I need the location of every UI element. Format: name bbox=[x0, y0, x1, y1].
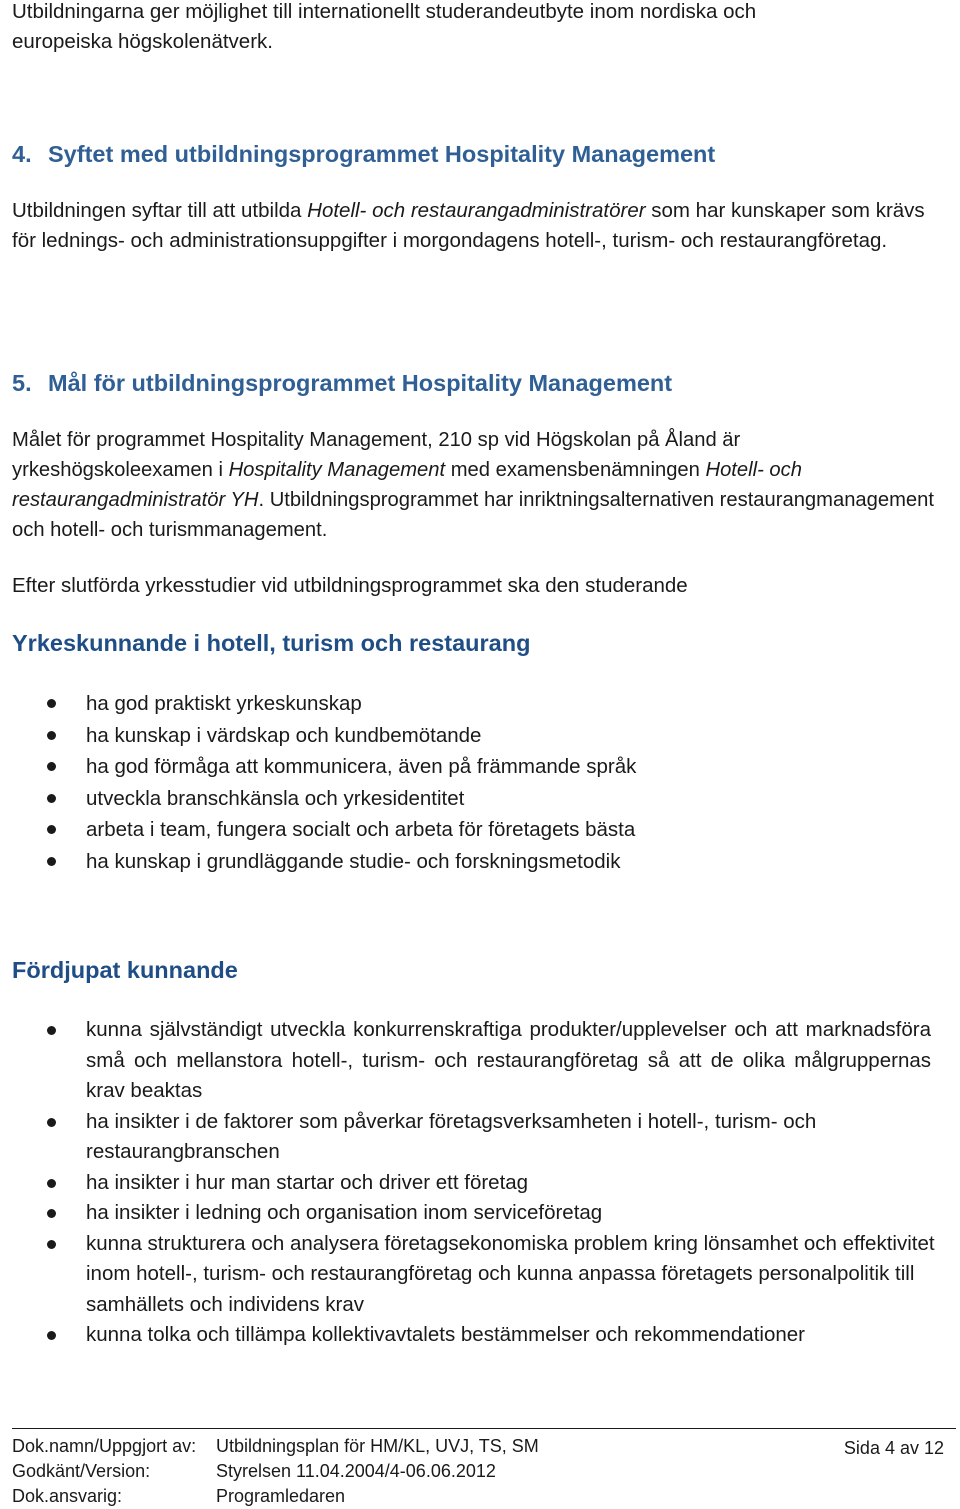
section-5-body-italic-2: Hotell- och restaurangadministratör YH bbox=[12, 459, 802, 511]
bullet-icon bbox=[47, 762, 56, 771]
intro-line-2: europeiska högskolenätverk. bbox=[12, 30, 273, 53]
footer-approved-label: Godkänt/Version: bbox=[12, 1461, 151, 1481]
list-item bbox=[0, 814, 945, 846]
list-item bbox=[0, 720, 945, 752]
list-item bbox=[0, 1168, 945, 1199]
yrkeskunnande-list bbox=[0, 688, 945, 877]
fordjupat-heading: Fördjupat kunnande bbox=[12, 957, 238, 983]
footer-responsible-label: Dok.ansvarig: bbox=[12, 1486, 123, 1506]
footer-doc-value: Utbildningsplan för HM/KL, UVJ, TS, SM bbox=[216, 1436, 539, 1456]
footer-doc-row bbox=[12, 1434, 539, 1459]
list-item-text: ha god förmåga att kommunicera, även på främmande språk bbox=[86, 755, 637, 778]
section-5-body-italic-1: Hospitality Management bbox=[228, 459, 446, 481]
footer-page-number: Sida 4 av 12 bbox=[843, 1438, 944, 1458]
footer-doc-label: Dok.namn/Uppgjort av: bbox=[12, 1436, 197, 1456]
list-item bbox=[0, 846, 945, 878]
bullet-icon bbox=[47, 1026, 56, 1035]
bullet-icon bbox=[47, 794, 56, 803]
list-item bbox=[0, 783, 945, 815]
bullet-icon bbox=[47, 731, 56, 740]
section-5-number: 5. bbox=[12, 370, 32, 396]
intro-line-1: Utbildningarna ger möjlighet till internationellt studerandeutbyte inom nordiska och bbox=[12, 0, 757, 23]
section-4-number: 4. bbox=[12, 141, 32, 167]
section-5-heading bbox=[12, 368, 942, 398]
list-item bbox=[0, 1198, 945, 1229]
footer-divider bbox=[12, 1428, 956, 1429]
bullet-icon bbox=[47, 699, 56, 708]
footer-approved-value: Styrelsen 11.04.2004/4-06.06.2012 bbox=[216, 1461, 496, 1481]
section-4-body bbox=[12, 196, 942, 256]
list-item bbox=[0, 751, 945, 783]
section-4-body-text-1: Utbildningen syftar till att utbilda bbox=[12, 199, 308, 222]
bullet-icon bbox=[47, 1118, 56, 1127]
section-4-body-italic: Hotell- och restaurangadministratörer bbox=[307, 199, 646, 222]
bullet-icon bbox=[47, 825, 56, 834]
list-item-text: ha insikter i de faktorer som påverkar företagsverksamheten i hotell-, turism- och restaurangbranschen bbox=[86, 1109, 817, 1163]
section-5-body-text-2: med examensbenämningen bbox=[445, 459, 706, 481]
section-5-title: Mål för utbildningsprogrammet Hospitality Management bbox=[48, 370, 673, 396]
yrkeskunnande-heading: Yrkeskunnande i hotell, turism och restaurang bbox=[12, 630, 531, 656]
bullet-icon bbox=[47, 1240, 56, 1249]
list-item-text: ha kunskap i värdskap och kundbemötande bbox=[86, 723, 482, 747]
list-item-text: arbeta i team, fungera socialt och arbeta för företagets bästa bbox=[86, 818, 636, 841]
list-item bbox=[0, 1015, 945, 1107]
list-item-text: kunna självständigt utveckla konkurrenskraftiga produkter/upplevelser och att marknadsföra små och mellanstora hotell-, turism- och restaurangföretag så att de olika målgruppernas krav beaktas bbox=[86, 1018, 931, 1102]
list-item bbox=[0, 1229, 945, 1321]
intro-paragraph bbox=[12, 0, 942, 57]
after-studies-paragraph: Efter slutförda yrkesstudier vid utbildningsprogrammet ska den studerande bbox=[12, 574, 688, 597]
section-4-heading bbox=[12, 139, 942, 169]
bullet-icon bbox=[47, 857, 56, 866]
list-item-text: kunna tolka och tillämpa kollektivavtalets bestämmelser och rekommendationer bbox=[86, 1323, 805, 1346]
section-5-body-text-1: Målet för programmet Hospitality Management, 210 sp vid Högskolan på Åland är yrkeshögskoleexamen i bbox=[12, 429, 741, 481]
section-5-body-text-3: . Utbildningsprogrammet har inriktningsalternativen restaurangmanagement och hotell- och turismmanagement. bbox=[12, 489, 934, 541]
section-4-title: Syftet med utbildningsprogrammet Hospitality Management bbox=[48, 141, 716, 167]
footer-responsible-value: Programledaren bbox=[216, 1486, 346, 1506]
list-item bbox=[0, 688, 945, 720]
list-item bbox=[0, 1320, 945, 1351]
fordjupat-list bbox=[0, 1015, 945, 1351]
list-item-text: ha god praktiskt yrkeskunskap bbox=[86, 692, 362, 715]
list-item-text: ha insikter i ledning och organisation inom serviceföretag bbox=[86, 1201, 603, 1224]
bullet-icon bbox=[47, 1209, 56, 1218]
footer-responsible-row bbox=[12, 1484, 345, 1509]
list-item-text: kunna strukturera och analysera företagsekonomiska problem kring lönsamhet och effektivitet inom hotell-, turism- och restaurangföretag och kunna anpassa företagets personalpolitik till samhällets och individens krav bbox=[86, 1231, 935, 1316]
bullet-icon bbox=[47, 1179, 56, 1188]
list-item-text: utveckla branschkänsla och yrkesidentitet bbox=[86, 786, 465, 810]
footer-approved-row bbox=[12, 1459, 496, 1484]
list-item bbox=[0, 1107, 945, 1168]
section-4-body-text-2: som har kunskaper som krävs för lednings- och administrationsuppgifter i morgondagens hotell-, turism- och restaurangföretag. bbox=[12, 199, 925, 252]
list-item-text: ha kunskap i grundläggande studie- och forskningsmetodik bbox=[86, 849, 621, 873]
bullet-icon bbox=[47, 1331, 56, 1340]
list-item-text: ha insikter i hur man startar och driver ett företag bbox=[86, 1170, 529, 1194]
section-5-body bbox=[12, 425, 942, 545]
